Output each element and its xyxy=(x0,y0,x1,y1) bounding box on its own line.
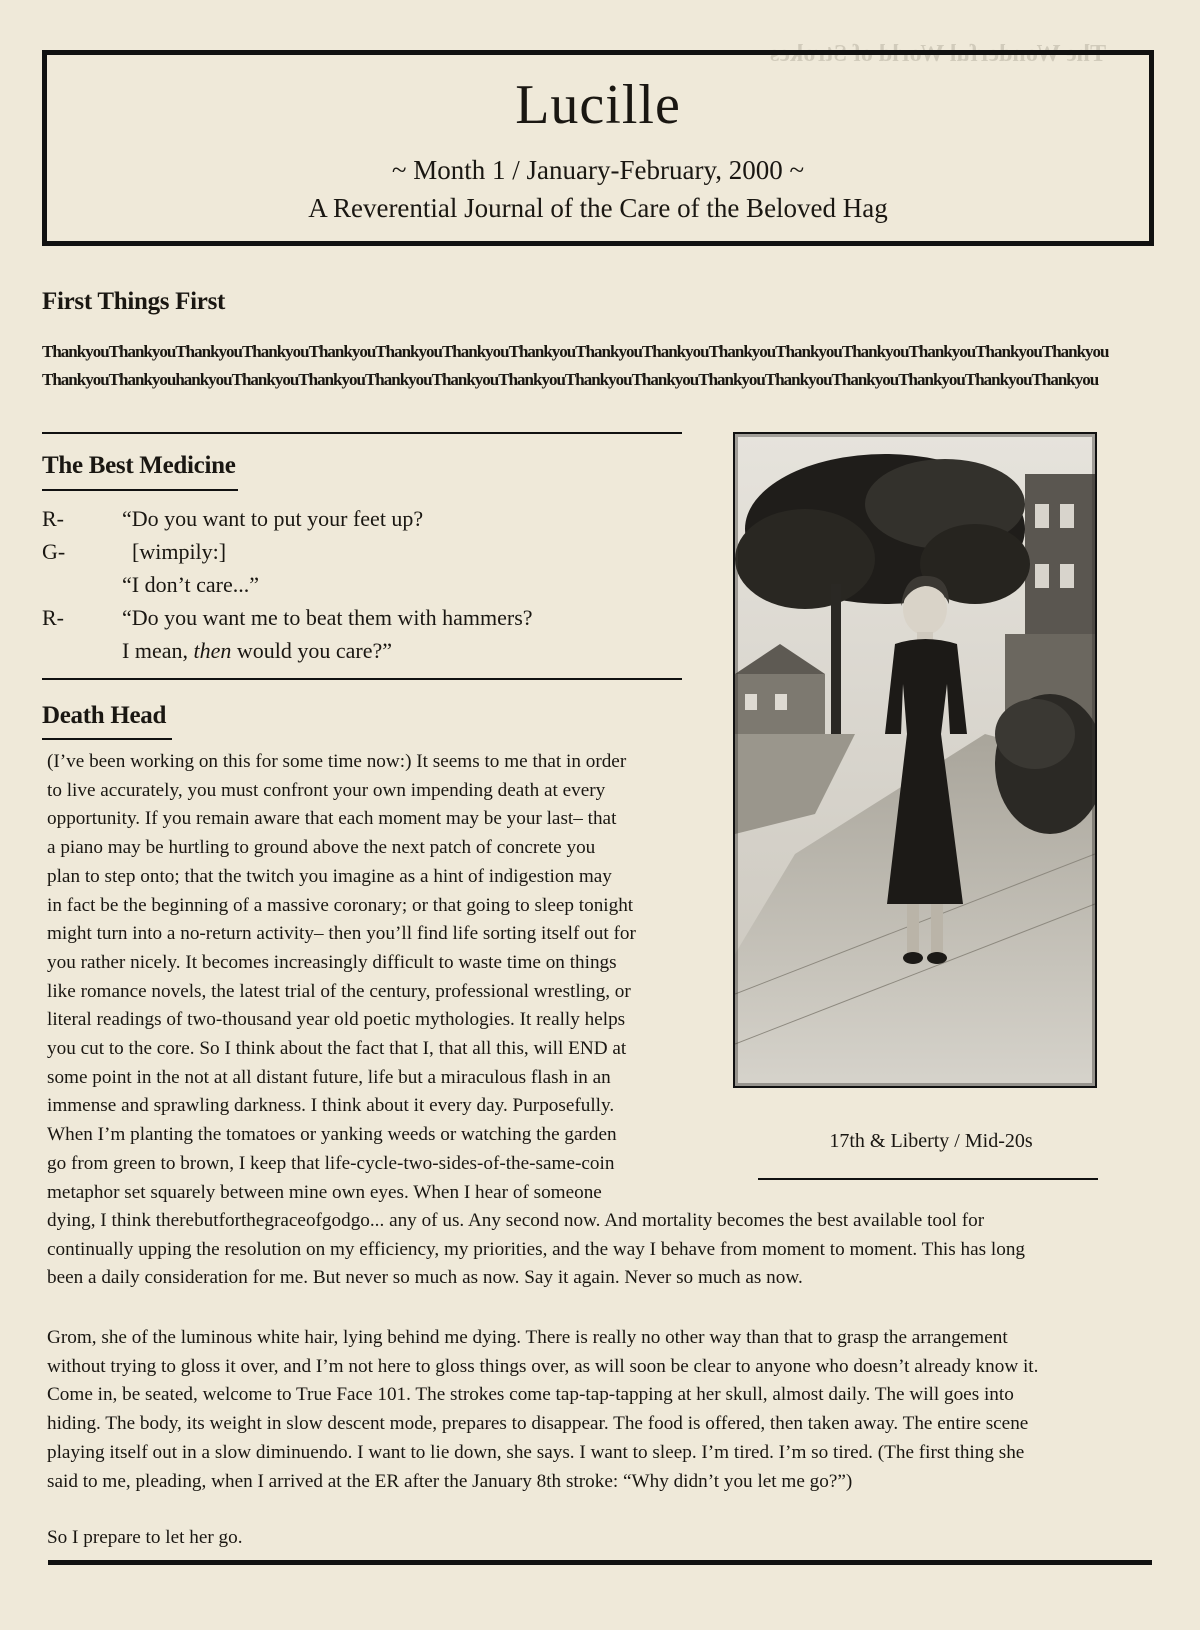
dialogue-line xyxy=(42,502,682,535)
section-divider xyxy=(42,432,682,434)
text-line: to live accurately, you must confront your own impending death at every xyxy=(47,779,606,801)
photo-illustration xyxy=(735,434,1095,1086)
dialogue-line xyxy=(42,601,682,634)
heading-best-medicine: The Best Medicine xyxy=(42,452,236,479)
section-divider xyxy=(42,678,682,680)
closing-line: So I prepare to let her go. xyxy=(47,1527,243,1548)
text-line: literal readings of two-thousand year old poetic mythologies. It really helps xyxy=(47,1009,626,1031)
dialogue-text: I mean, then would you care?” xyxy=(122,638,393,663)
emphasis: then xyxy=(193,638,232,663)
heading-underline xyxy=(42,489,238,491)
issue-line: ~ Month 1 / January-February, 2000 ~ xyxy=(391,155,805,185)
heading-first-things-first: First Things First xyxy=(42,288,226,315)
caption-rule xyxy=(758,1178,1098,1180)
text-line: plan to step onto; that the twitch you imagine as a hint of indigestion may xyxy=(47,865,612,887)
speaker-label: R- xyxy=(42,605,64,630)
text-line: said to me, pleading, when I arrived at the ER after the January 8th stroke: “Why didn’t you let me go?”) xyxy=(47,1470,853,1492)
thankyou-line-2: ThankyouThankyouhankyouThankyouThankyouThankyouThankyouThankyouThankyouThankyouThankyouThankyouThankyouThankyouThankyouThankyou xyxy=(42,370,1099,389)
vintage-photo xyxy=(733,432,1097,1088)
journal-title: Lucille xyxy=(515,74,681,136)
speaker-label: R- xyxy=(42,506,64,531)
text-line: immense and sprawling darkness. I think about it every day. Purposefully. xyxy=(47,1095,615,1117)
text-line: When I’m planting the tomatoes or yanking weeds or watching the garden xyxy=(47,1124,617,1146)
text-line: you cut to the core. So I think about the fact that I, that all this, will END at xyxy=(47,1038,627,1060)
dialogue-line xyxy=(42,535,682,568)
dialogue-line xyxy=(42,634,682,667)
text-line: continually upping the resolution on my efficiency, my priorities, and the way I behave from moment to moment. This has long xyxy=(47,1238,1026,1260)
thankyou-line-1: ThankyouThankyouThankyouThankyouThankyouThankyouThankyouThankyouThankyouThankyouThankyouThankyouThankyouThankyouThankyouThankyou xyxy=(42,342,1109,361)
dialogue-text: “Do you want to put your feet up? xyxy=(122,506,424,531)
text-line: Come in, be seated, welcome to True Face 101. The strokes come tap-tap-tapping at her skull, almost daily. The will goes into xyxy=(47,1384,1014,1406)
text-line: in fact be the beginning of a massive coronary; or that going to sleep tonight xyxy=(47,894,634,916)
death-head-column-text xyxy=(47,748,707,1207)
text-line: like romance novels, the latest trial of the century, professional wrestling, or xyxy=(47,980,631,1002)
text-line: Grom, she of the luminous white hair, lying behind me dying. There is really no other way than that to grasp the arrangement xyxy=(47,1327,1008,1348)
text-line: playing itself out in a slow diminuendo. I want to lie down, she says. I want to sleep. I’m tired. I’m so tired. (The first thing she xyxy=(47,1441,1025,1463)
dialogue-text: “I don’t care...” xyxy=(122,572,260,597)
journal-subtitle: A Reverential Journal of the Care of the Beloved Hag xyxy=(308,193,888,223)
dialogue-block xyxy=(42,502,682,667)
masthead-box xyxy=(42,50,1154,246)
dialogue-text: [wimpily:] xyxy=(132,539,227,564)
heading-death-head: Death Head xyxy=(42,702,167,729)
dialogue-line xyxy=(42,568,682,601)
heading-underline xyxy=(42,738,172,740)
text-line: you rather nicely. It becomes increasingly difficult to waste time on things xyxy=(47,951,617,973)
dialogue-text: “Do you want me to beat them with hammers? xyxy=(122,605,533,630)
bleed-through-heading: The Wonderful World of Strokes xyxy=(770,41,1107,67)
text-line: opportunity. If you remain aware that each moment may be your last– that xyxy=(47,808,617,830)
text-line: been a daily consideration for me. But never so much as now. Say it again. Never so much as now. xyxy=(47,1267,803,1289)
text-line: dying, I think therebutforthegraceofgodgo... any of us. Any second now. And mortality becomes the best available tool for xyxy=(47,1210,985,1231)
text-line: go from green to brown, I keep that life-cycle-two-sides-of-the-same-coin xyxy=(47,1152,615,1174)
text-line: might turn into a no-return activity– then you’ll find life sorting itself out for xyxy=(47,923,636,945)
photo-caption: 17th & Liberty / Mid-20s xyxy=(829,1130,1033,1152)
speaker-label: G- xyxy=(42,539,66,564)
text-line: (I’ve been working on this for some time now:) It seems to me that in order xyxy=(47,751,627,772)
death-head-wide-text xyxy=(47,1207,1157,1293)
bottom-rule xyxy=(48,1560,1152,1565)
text-line: hiding. The body, its weight in slow descent mode, prepares to disappear. The food is offered, then taken away. The entire scene xyxy=(47,1413,1029,1435)
text-line: some point in the not at all distant future, life but a miraculous flash in an xyxy=(47,1066,611,1088)
text-line: a piano may be hurtling to ground above the next patch of concrete you xyxy=(47,837,596,859)
death-head-paragraph-2 xyxy=(47,1324,1157,1496)
text-line: metaphor set squarely between mine own eyes. When I hear of someone xyxy=(47,1181,602,1203)
text-line: without trying to gloss it over, and I’m not here to gloss things over, as will soon be clear to anyone who doesn’t already know it. xyxy=(47,1355,1039,1377)
